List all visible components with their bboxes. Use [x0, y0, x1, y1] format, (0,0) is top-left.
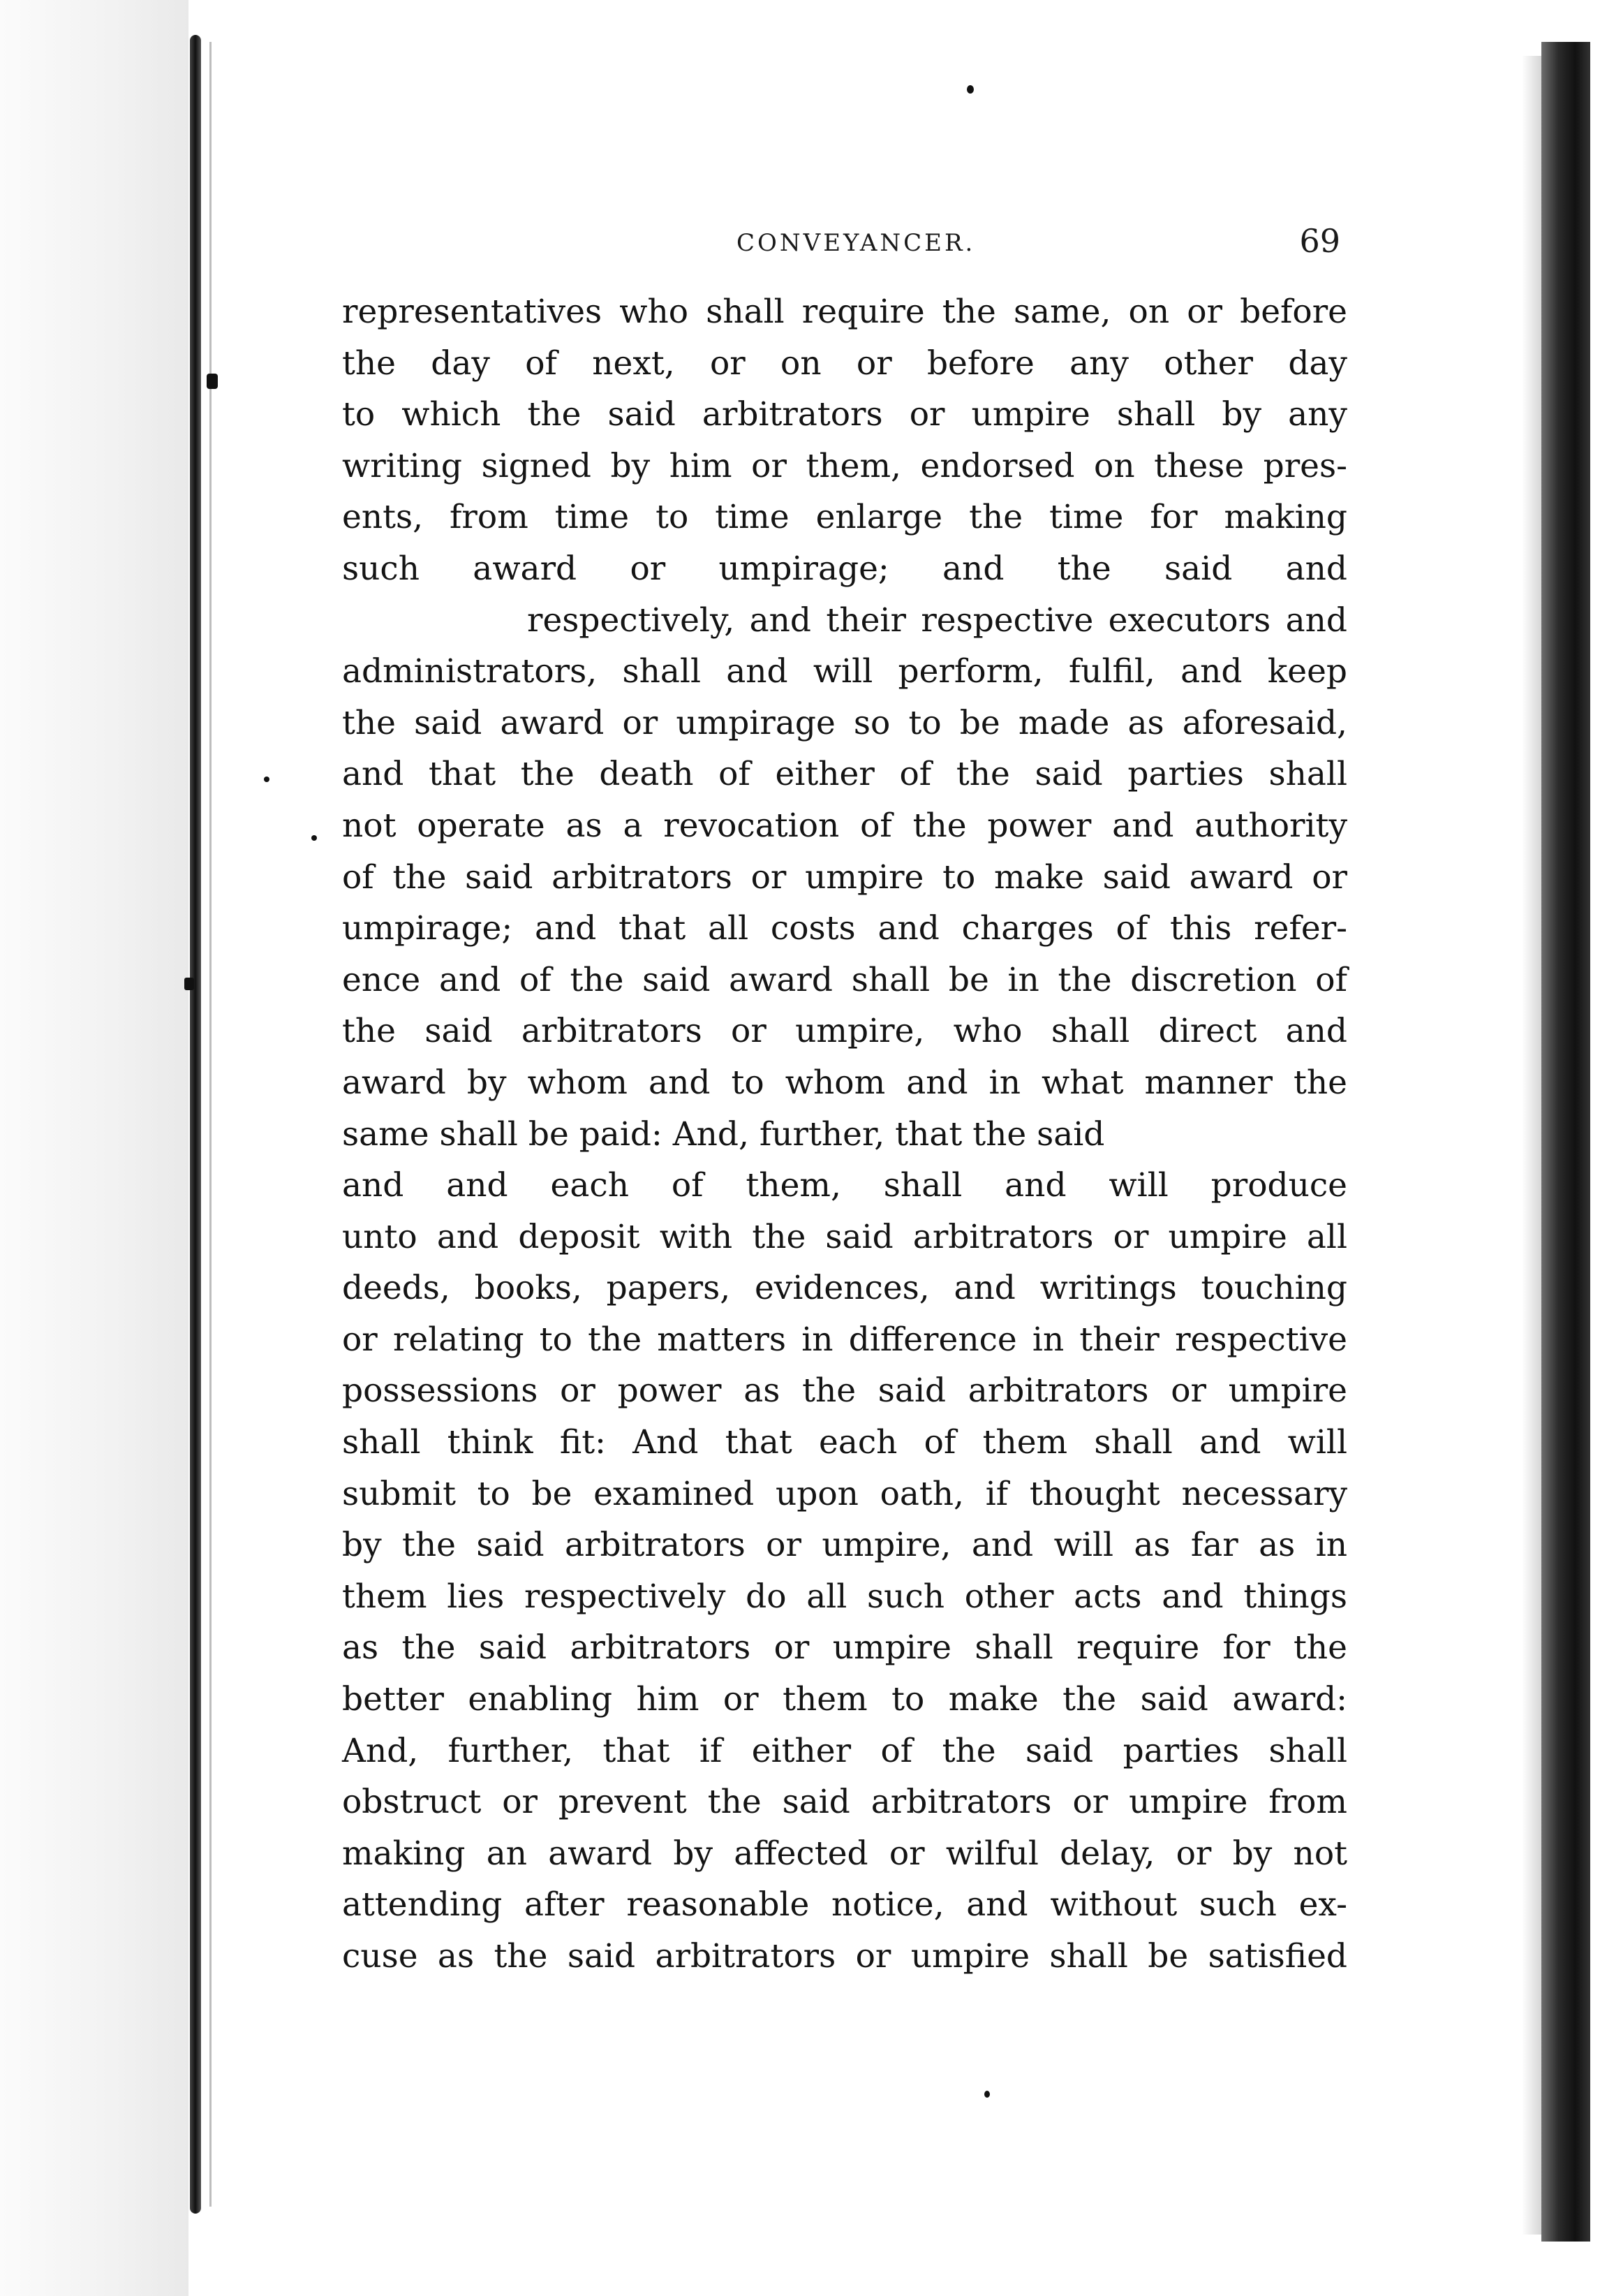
text-line: of the said arbitrators or umpire to make said award or: [342, 858, 1347, 897]
text-line: the said award or umpirage so to be made as aforesaid,: [342, 703, 1347, 742]
text-line: and that the death of either of the said parties shall: [342, 755, 1347, 794]
facing-page-edge: [0, 0, 188, 2296]
text-line: representatives who shall require the same, on or before: [342, 293, 1347, 331]
text-line: administrators, shall and will perform, fulfil, and keep: [342, 652, 1347, 691]
running-title: CONVEYANCER.: [736, 229, 976, 257]
text-line: writing signed by him or them, endorsed on these pres-: [342, 446, 1347, 485]
text-line: not operate as a revocation of the power and authority: [342, 806, 1347, 845]
text-line: to which the said arbitrators or umpire shall by any: [342, 395, 1347, 434]
text-line: same shall be paid: And, further, that the said: [342, 1114, 1105, 1154]
text-line: making an award by affected or wilful delay, or by not: [342, 1834, 1347, 1873]
text-line: by the said arbitrators or umpire, and will as far as in: [342, 1526, 1347, 1565]
text-line: attending after reasonable notice, and without such ex-: [342, 1885, 1347, 1925]
text-line: possessions or power as the said arbitrators or umpire: [342, 1371, 1347, 1411]
ink-speck: [967, 85, 974, 94]
ink-speck: [207, 374, 218, 389]
running-header: [349, 222, 1340, 271]
text-line: shall think fit: And that each of them shall and will: [342, 1423, 1347, 1462]
text-line: them lies respectively do all such other acts and things: [342, 1577, 1347, 1616]
text-line: award by whom and to whom and in what manner the: [342, 1063, 1347, 1102]
page-edge-highlight: [1522, 56, 1541, 2235]
book-spine: [190, 35, 201, 2214]
text-line: and and each of them, shall and will produce: [342, 1166, 1347, 1205]
text-line: unto and deposit with the said arbitrators or umpire all: [342, 1217, 1347, 1256]
text-line: deeds, books, papers, evidences, and writings touching: [342, 1269, 1347, 1308]
text-line: such award or umpirage; and the said and: [342, 549, 1347, 588]
text-line: cuse as the said arbitrators or umpire shall be satisfied: [342, 1937, 1347, 1975]
ink-speck: [264, 777, 269, 782]
text-line: the day of next, or on or before any other day: [342, 344, 1347, 383]
text-line: ence and of the said award shall be in the discretion of: [342, 960, 1347, 999]
text-line: better enabling him or them to make the said award:: [342, 1680, 1347, 1719]
text-line: submit to be examined upon oath, if thought necessary: [342, 1474, 1347, 1513]
text-line: umpirage; and that all costs and charges of this refer-: [342, 909, 1347, 948]
page-number: 69: [1299, 222, 1340, 260]
text-line: obstruct or prevent the said arbitrators or umpire from: [342, 1783, 1347, 1822]
ink-speck: [311, 835, 317, 841]
ink-speck: [184, 978, 194, 990]
body-text: [342, 286, 1347, 1982]
text-line: respectively, and their respective executors and: [527, 601, 1347, 640]
text-line: And, further, that if either of the said parties shall: [342, 1731, 1347, 1770]
text-line: ents, from time to time enlarge the time for making: [342, 498, 1347, 537]
ink-speck: [984, 2091, 990, 2098]
page-stack-edge: [1541, 42, 1590, 2242]
text-line: the said arbitrators or umpire, who shall direct and: [342, 1012, 1347, 1051]
text-line: as the said arbitrators or umpire shall require for the: [342, 1628, 1347, 1668]
text-line: or relating to the matters in difference in their respective: [342, 1320, 1347, 1359]
